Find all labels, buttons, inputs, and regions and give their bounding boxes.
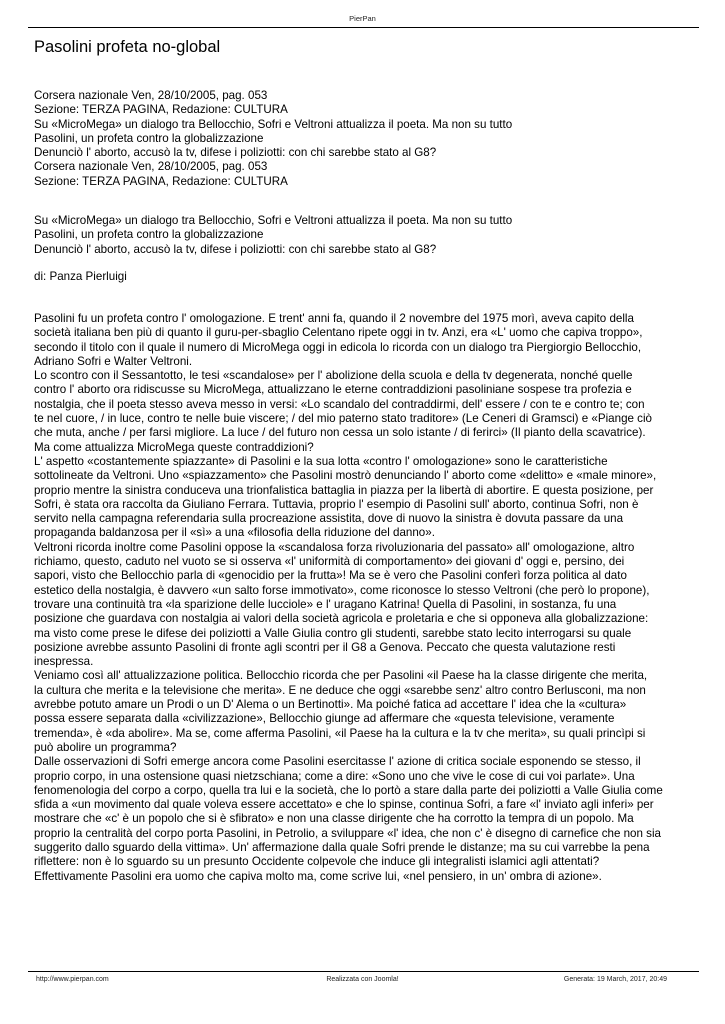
body-line: suggerito dallo sguardo della vittima». Un' affermazione dalla quale Sofri prende le distanze; ma su cui varrebbe la pena	[34, 840, 650, 854]
subtitle-line: Denunciò l' aborto, accusò la tv, difese i poliziotti: con chi sarebbe stato al G8?	[34, 242, 437, 256]
body-line: fenomenologia del corpo a corpo, quella tra lui e la società, che lo portò a stare dalla parte dei poliziotti a Valle Giulia come	[34, 783, 663, 797]
body-line: Pasolini fu un profeta contro l' omologazione. E trent' anni fa, quando il 2 novembre del 1975 morì, aveva capito della	[34, 312, 634, 325]
body-line: che muta, anche / per farsi migliore. La luce / del futuro non cessa un solo istante / di ferirci» (Il pianto della scavatrice).	[34, 426, 646, 440]
meta-line: Su «MicroMega» un dialogo tra Bellocchio, Sofri e Veltroni attualizza il poeta. Ma non su tutto	[34, 117, 513, 131]
body-line: trovare una continuità tra «la sparizione delle lucciole» e l' uragano Katrina! Quella di Pasolini, in sostanza, fu una	[34, 597, 617, 611]
body-line: servito nella campagna referendaria sulla procreazione assistita, dove di nuovo la sinistra è dovuta passare da una	[34, 512, 624, 526]
footer-divider	[28, 971, 699, 972]
body-line: posizione avrebbe assunto Pasolini di fronte agli scontri per il G8 a Genova. Peccato che questa valutazione resti	[34, 640, 616, 654]
header-divider	[28, 27, 699, 28]
body-line: sapori, visto che Bellocchio parla di «genocidio per la frutta»! Ma se è vero che Pasolini conferì forza politica al dato	[34, 569, 627, 583]
body-line: possa essere separata dalla «civilizzazione», Bellocchio giunge ad affermare che «questa televisione, veramente	[34, 712, 615, 726]
body-line: Effettivamente Pasolini era uomo che capiva molto ma, come scrive lui, «nel pensiero, in un' ombra di azione».	[34, 869, 602, 883]
body-line: proprio la centralità del corpo porta Pasolini, in Petrolio, a sviluppare «l' idea, che non c' è disegno di carnefice che non sia	[34, 826, 661, 840]
body-line: estetico della nostalgia, è davvero «un salto forse immotivato», come riconosce lo stesso Veltroni (che però lo propone),	[34, 583, 650, 597]
meta-line: Sezione: TERZA PAGINA, Redazione: CULTURA	[34, 174, 288, 188]
body-line: Adriano Sofri e Walter Veltroni.	[34, 354, 193, 368]
article-body	[34, 312, 694, 884]
body-line: propaganda baldanzosa per il «sì» a una «filosofia della riduzione del danno».	[34, 526, 435, 540]
body-line: Lo scontro con il Sessantotto, le tesi «scandalose» per l' abolizione della scuola e della tv degenerata, nonché quelle	[34, 369, 633, 383]
body-line: la cultura che merita e la televisione che merita». E ne deduce che oggi «sarebbe senz' altro contro Berlusconi, ma non	[34, 683, 646, 697]
body-line: proprio corpo, in una ostensione quasi nietzschiana; come a dire: «Sono uno che vive le cose di cui voi parlate». Una	[34, 769, 635, 783]
body-line: nostalgia, che il poeta stesso aveva messo in versi: «Lo scandalo del contraddirmi, dell' essere / con te e contro te; con	[34, 397, 645, 411]
meta-line: Corsera nazionale Ven, 28/10/2005, pag. 053	[34, 89, 268, 102]
body-line: mostrare che «c' è un popolo che si è sfibrato» e non una classe dirigente che ha corrotto la tempra di un popolo. Ma	[34, 812, 634, 826]
article-meta-block	[34, 89, 694, 189]
body-line: sfida a «un movimento dal quale voleva essere accettato» e che lo spinse, continua Sofri, a fare «l' inviato agli inferi» per	[34, 798, 654, 812]
subtitle-line: Pasolini, un profeta contro la globalizzazione	[34, 228, 264, 242]
article-title: Pasolini profeta no-global	[34, 38, 221, 56]
body-line: richiamo, questo, caduto nel vuoto se si osserva «l' uniformità di comportamento» dei giovani d' oggi e, persino, dei	[34, 555, 625, 569]
meta-line: Denunciò l' aborto, accusò la tv, difese i poliziotti: con chi sarebbe stato al G8?	[34, 146, 437, 160]
body-line: ma visto come prese le difese dei poliziotti a Valle Giulia contro gli studenti, sarebbe stato lecito interrogarsi su quale	[34, 626, 632, 640]
body-line: società italiana ben più di quanto il guru-per-sbaglio Celentano ripete oggi in tv. Anzi, era «L' uomo che capiva troppo»,	[34, 326, 643, 340]
body-line: L' aspetto «costantemente spiazzante» di Pasolini e la sua lotta «contro l' omologazione» sono le caratteristiche	[34, 454, 608, 468]
body-line: avrebbe potuto amare un Prodi o un D' Alema o un Bertinotti». Ma poiché fatica ad accettare l' idea che la «cultura»	[34, 698, 627, 712]
meta-line: Corsera nazionale Ven, 28/10/2005, pag. 053	[34, 160, 268, 174]
body-line: te nel cuore, / in luce, contro te nelle buie viscere; / del mio paterno stato traditore» (Le Ceneri di Gramsci) e «Piange ciò	[34, 412, 653, 426]
subtitle-line: Su «MicroMega» un dialogo tra Bellocchio, Sofri e Veltroni attualizza il poeta. Ma non su tutto	[34, 214, 513, 227]
meta-line: Pasolini, un profeta contro la globalizzazione	[34, 131, 264, 145]
body-line: Veltroni ricorda inoltre come Pasolini oppose la «scandalosa forza rivoluzionaria del passato» all' omologazione, altro	[34, 540, 635, 554]
article-author: di: Panza Pierluigi	[34, 270, 127, 283]
body-line: Ma come attualizza MicroMega queste contraddizioni?	[34, 440, 314, 454]
body-line: posizione che guardava con nostalgia ai valori della società agricola e proletaria e che si opponeva alla globalizzazione:	[34, 612, 649, 626]
body-line: contro l' aborto ora ridiscusse su MicroMega, attualizzano le eterne contraddizioni pasoliniane sospese tra profezia e	[34, 383, 632, 397]
site-name: PierPan	[349, 14, 376, 23]
body-line: inespressa.	[34, 655, 94, 669]
footer-made-with: Realizzata con Joomla!	[326, 976, 399, 983]
footer-generated-date: Generata: 19 March, 2017, 20:49	[563, 976, 667, 983]
body-line: sottolineate da Veltroni. Uno «spiazzamento» che Pasolini mostrò denunciando l' aborto come «delitto» e «male minore»,	[34, 469, 657, 483]
body-line: Sofri, è stata ora raccolta da Giuliano Ferrara. Tuttavia, proprio l' esempio di Pasolini sull' aborto, continua Sofri, non è	[34, 497, 639, 511]
body-line: Dalle osservazioni di Sofri emerge ancora come Pasolini esercitasse l' azione di critica sociale esponendo se stesso, il	[34, 755, 641, 769]
footer-url[interactable]: http://www.pierpan.com	[36, 976, 109, 983]
meta-line: Sezione: TERZA PAGINA, Redazione: CULTURA	[34, 103, 288, 117]
body-line: può abolire un programma?	[34, 740, 177, 754]
body-line: riflettere: non è lo sguardo su un presunto Occidente colpevole che induce gli integralisti islamici agli attentati?	[34, 855, 600, 869]
body-line: secondo il titolo con il quale il numero di MicroMega oggi in edicola lo ricorda con un dialogo tra Piergiorgio Bellocchio,	[34, 340, 642, 354]
body-line: tremenda», è «da abolire». Ma se, come afferma Pasolini, «il Paese ha la cultura e la tv che merita», su quali princìpi si	[34, 726, 646, 740]
article-subtitle-block	[34, 214, 694, 257]
body-line: Veniamo così all' attualizzazione politica. Bellocchio ricorda che per Pasolini «il Paese ha la classe dirigente che merita,	[34, 669, 648, 683]
body-line: proprio mentre la sinistra conduceva una trionfalistica battaglia in piazza per la libertà di abortire. E questa posizione, per	[34, 483, 654, 497]
